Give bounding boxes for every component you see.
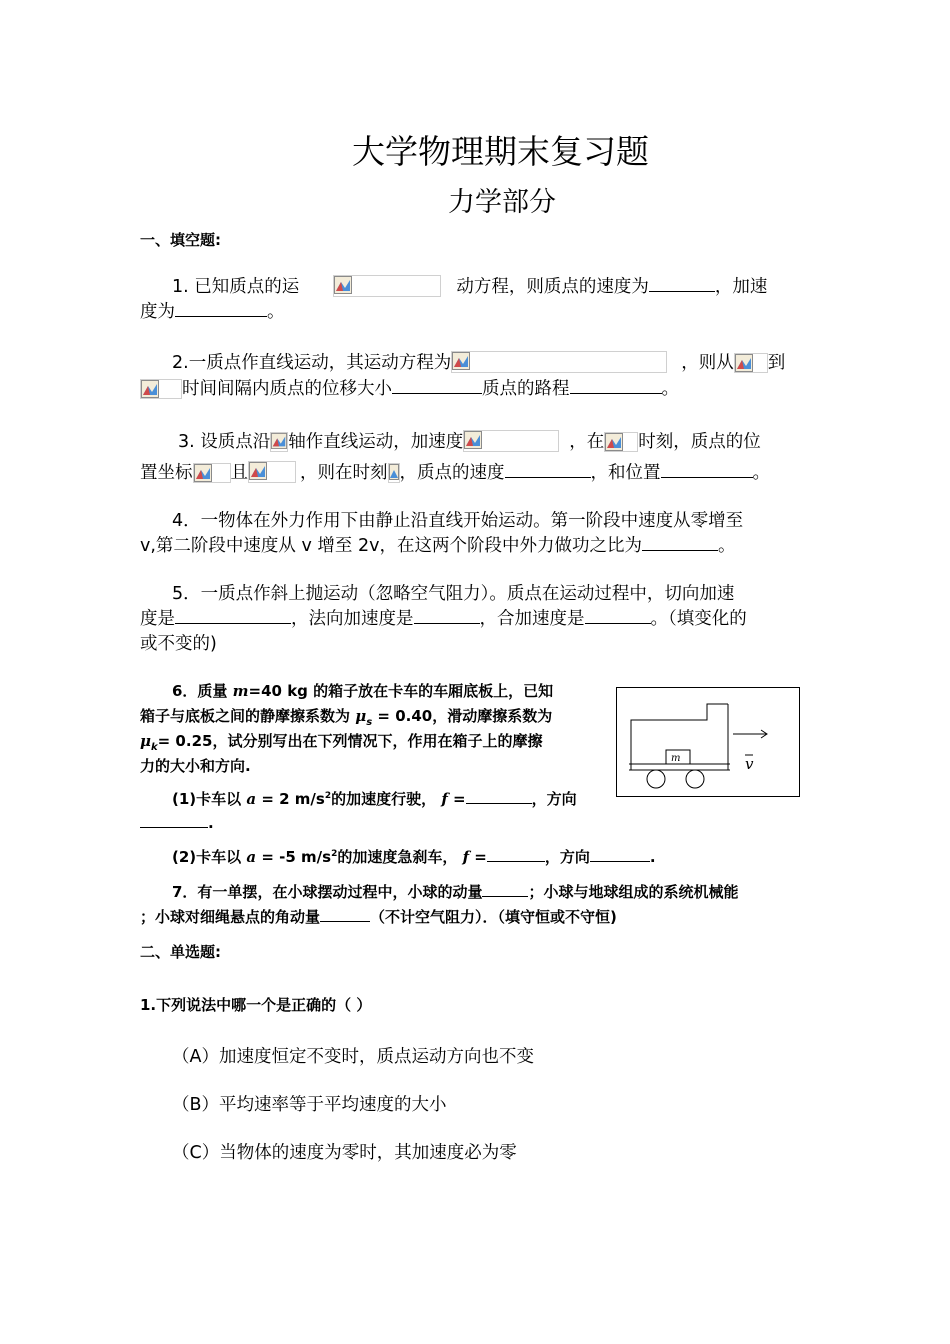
question-5-line-3: 或不变的) — [140, 634, 217, 654]
question-7-line-1: 7．有一单摆，在小球摆动过程中，小球的动量 ；小球与地球组成的系统机械能 — [172, 883, 739, 901]
blank-tangential-acceleration[interactable] — [175, 607, 291, 624]
question-6-line-1: 6．质量 m=40 kg 的箱子放在卡车的车厢底板上，已知 — [172, 682, 554, 700]
box-label: m — [671, 753, 681, 764]
question-5-line-1: 5．一质点作斜上抛运动（忽略空气阻力）。质点在运动过程中，切向加速 — [172, 584, 735, 604]
question-2-line-1: 2.一质点作直线运动，其运动方程为 ，则从 到 — [172, 353, 786, 373]
formula-image-icon — [248, 461, 296, 483]
blank-direction-1[interactable] — [140, 813, 208, 828]
question-3-line-1: 3. 设质点沿 轴作直线运动，加速度 ，在 时刻，质点的位 — [178, 432, 761, 452]
page-subtitle: 力学部分 — [448, 187, 556, 218]
section-heading-fill-in: 一、填空题: — [140, 231, 221, 249]
formula-image-icon — [734, 353, 768, 373]
question-1-line-1: 1. 已知质点的运 动方程，则质点的速度为 ，加速 — [172, 277, 768, 297]
formula-image-icon — [140, 379, 182, 399]
blank-work-ratio[interactable] — [642, 534, 718, 551]
question-6-line-4: 力的大小和方向. — [140, 757, 251, 775]
question-2-line-2: 时间间隔内质点的位移大小 质点的路程 。 — [140, 375, 679, 400]
formula-image-icon — [270, 432, 288, 452]
question-6-part-1-line-2: . — [140, 813, 214, 832]
blank-velocity[interactable] — [649, 275, 715, 292]
formula-image-icon — [451, 351, 667, 373]
question-6-part-2: (2)卡车以 a = -5 $m/s^2$的加速度急刹车， f = ，方向 . — [172, 848, 656, 866]
question-7-line-2: ；小球对细绳悬点的角动量 （不计空气阻力）．（填守恒或不守恒) — [140, 908, 617, 926]
blank-path-length[interactable] — [570, 377, 662, 394]
blank-acceleration[interactable] — [175, 300, 267, 317]
blank-displacement[interactable] — [392, 377, 482, 394]
formula-image-icon — [463, 430, 559, 452]
question-5-line-2: 度是 ，法向加速度是 ，合加速度是 。（填变化的 — [140, 609, 747, 629]
section-heading-single-choice: 二、单选题: — [140, 943, 221, 961]
formula-image-icon — [193, 463, 231, 483]
mc-question-1: 1.下列说法中哪一个是正确的（ ） — [140, 996, 372, 1014]
blank-momentum[interactable] — [482, 882, 528, 897]
wheel-right — [686, 770, 704, 788]
question-4-line-2: v,第二阶段中速度从 v 增至 2v，在这两个阶段中外力做功之比为 。 — [140, 536, 736, 556]
formula-image-icon — [388, 463, 400, 483]
blank-angular-momentum[interactable] — [320, 907, 370, 922]
mc-option-c[interactable]: （C）当物体的速度为零时，其加速度必为零 — [172, 1143, 517, 1163]
velocity-label: v — [745, 755, 754, 773]
question-3-line-2: 置坐标 且 ，则在时刻 ，质点的速度 ，和位置 。 — [140, 463, 770, 483]
blank-total-acceleration[interactable] — [585, 607, 651, 624]
question-6-line-2: 箱子与底板之间的静摩擦系数为 $\mu_s = 0.40$，滑动摩擦系数为 — [140, 707, 553, 728]
blank-velocity-at-t[interactable] — [505, 461, 591, 478]
wheel-left — [647, 770, 665, 788]
blank-direction-2[interactable] — [590, 847, 650, 862]
truck-diagram — [617, 688, 799, 796]
blank-position-at-t[interactable] — [661, 461, 753, 478]
blank-friction-1[interactable] — [466, 789, 532, 804]
question-1-line-2: 度为 。 — [140, 302, 285, 322]
mc-option-a[interactable]: （A）加速度恒定不变时，质点运动方向也不变 — [172, 1047, 534, 1067]
formula-image-icon — [604, 432, 638, 452]
question-4-line-1: 4．一物体在外力作用下由静止沿直线开始运动。第一阶段中速度从零增至 — [172, 511, 744, 531]
question-6-part-1: (1)卡车以 a = 2 $m/s^2$的加速度行驶， f = ，方向 — [172, 790, 577, 808]
formula-image-icon — [333, 275, 441, 297]
blank-normal-acceleration[interactable] — [414, 607, 480, 624]
mc-option-b[interactable]: （B）平均速率等于平均速度的大小 — [172, 1095, 447, 1115]
question-6-line-3: $\mu_k= 0.25$，试分别写出在下列情况下，作用在箱子上的摩擦 — [140, 732, 543, 753]
truck-figure — [616, 687, 800, 797]
blank-friction-2[interactable] — [487, 847, 545, 862]
page-title: 大学物理期末复习题 — [352, 132, 649, 171]
